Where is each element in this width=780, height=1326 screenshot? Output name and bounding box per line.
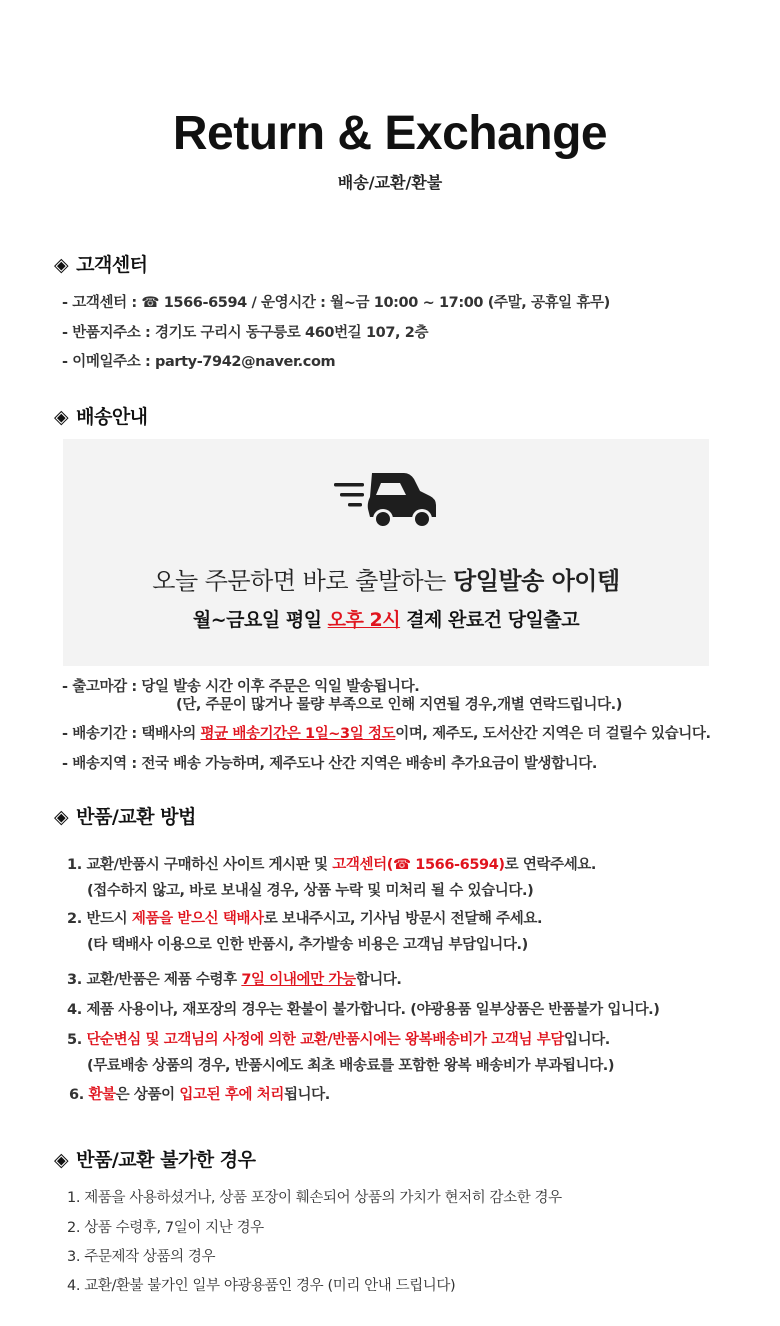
return-step-3: 3. 교환/반품은 제품 수령후 7일 이내에만 가능합니다. bbox=[67, 972, 402, 988]
section-customer-center-heading: ◈ 고객센터 bbox=[54, 254, 148, 276]
cutoff-time: 오후 2시 bbox=[327, 609, 401, 631]
shipping-area: - 배송지역 : 전국 배송 가능하며, 제주도나 산간 지역은 배송비 추가요금이 발생합니다. bbox=[62, 756, 597, 772]
return-address: - 반품지주소 : 경기도 구리시 동구릉로 460번길 107, 2층 bbox=[62, 325, 429, 341]
return-step-2: 2. 반드시 제품을 받으신 택배사로 보내주시고, 기사님 방문시 전달해 주세요. (타 택배사 이용으로 인한 반품시, 추가발송 비용은 고객님 부담입니다.) bbox=[67, 911, 543, 953]
page-subtitle: 배송/교환/환불 bbox=[337, 173, 443, 192]
shipping-cutoff-note: (단, 주문이 많거나 물량 부족으로 인해 지연될 경우,개별 연락드립니다.) bbox=[176, 697, 622, 713]
banner-cutoff-notice: 월~금요일 평일 오후 2시 결제 완료건 당일출고 bbox=[192, 609, 580, 631]
banner-headline: 오늘 주문하면 바로 출발하는 당일발송 아이템 bbox=[152, 567, 620, 595]
return-step-1: 1. 교환/반품시 구매하신 사이트 게시판 및 고객센터(☎ 1566-6594)로 연락주세요. (접수하지 않고, 바로 보내실 경우, 상품 누락 및 미처리 될 수 있습니다.) bbox=[67, 857, 597, 899]
phone-icon: ☎ bbox=[141, 295, 160, 311]
diamond-bullet-icon: ◈ bbox=[54, 406, 69, 428]
not-allowed-item-3: 3. 주문제작 상품의 경우 bbox=[67, 1249, 216, 1265]
not-allowed-item-2: 2. 상품 수령후, 7일이 지난 경우 bbox=[67, 1220, 264, 1236]
contact-email: - 이메일주소 : party-7942@naver.com bbox=[62, 354, 336, 370]
diamond-bullet-icon: ◈ bbox=[54, 254, 69, 276]
shipping-period: - 배송기간 : 택배사의 평균 배송기간은 1일~3일 정도이며, 제주도, 도서산간 지역은 더 걸릴수 있습니다. bbox=[62, 726, 711, 742]
same-day-shipping-banner bbox=[63, 439, 709, 666]
section-shipping-heading: ◈ 배송안내 bbox=[54, 406, 148, 428]
not-allowed-item-4: 4. 교환/환불 불가인 일부 야광용품인 경우 (미리 안내 드립니다) bbox=[67, 1278, 456, 1294]
section-return-method-heading: ◈ 반품/교환 방법 bbox=[54, 806, 196, 828]
page-title: Return & Exchange bbox=[172, 107, 608, 160]
delivery-truck-icon bbox=[334, 469, 438, 533]
return-step-4: 4. 제품 사용이나, 재포장의 경우는 환불이 불가합니다. (야광용품 일부상품은 반품불가 입니다.) bbox=[67, 1002, 660, 1018]
return-step-6: 6. 환불은 상품이 입고된 후에 처리됩니다. bbox=[69, 1087, 330, 1103]
diamond-bullet-icon: ◈ bbox=[54, 1149, 69, 1171]
return-step-5: 5. 단순변심 및 고객님의 사정에 의한 교환/반품시에는 왕복배송비가 고객님 부담입니다. (무료배송 상품의 경우, 반품시에도 최초 배송료를 포함한 왕복 배송비가 부과됩니다.) bbox=[67, 1032, 615, 1074]
section-not-allowed-heading: ◈ 반품/교환 불가한 경우 bbox=[54, 1149, 256, 1171]
shipping-cutoff: - 출고마감 : 당일 발송 시간 이후 주문은 익일 발송됩니다. bbox=[62, 679, 420, 695]
diamond-bullet-icon: ◈ bbox=[54, 806, 69, 828]
customer-center-phone: - 고객센터 : ☎ 1566-6594 / 운영시간 : 월~금 10:00 ~ 17:00 (주말, 공휴일 휴무) bbox=[62, 295, 610, 311]
not-allowed-item-1: 1. 제품을 사용하셨거나, 상품 포장이 훼손되어 상품의 가치가 현저히 감소한 경우 bbox=[67, 1190, 562, 1206]
